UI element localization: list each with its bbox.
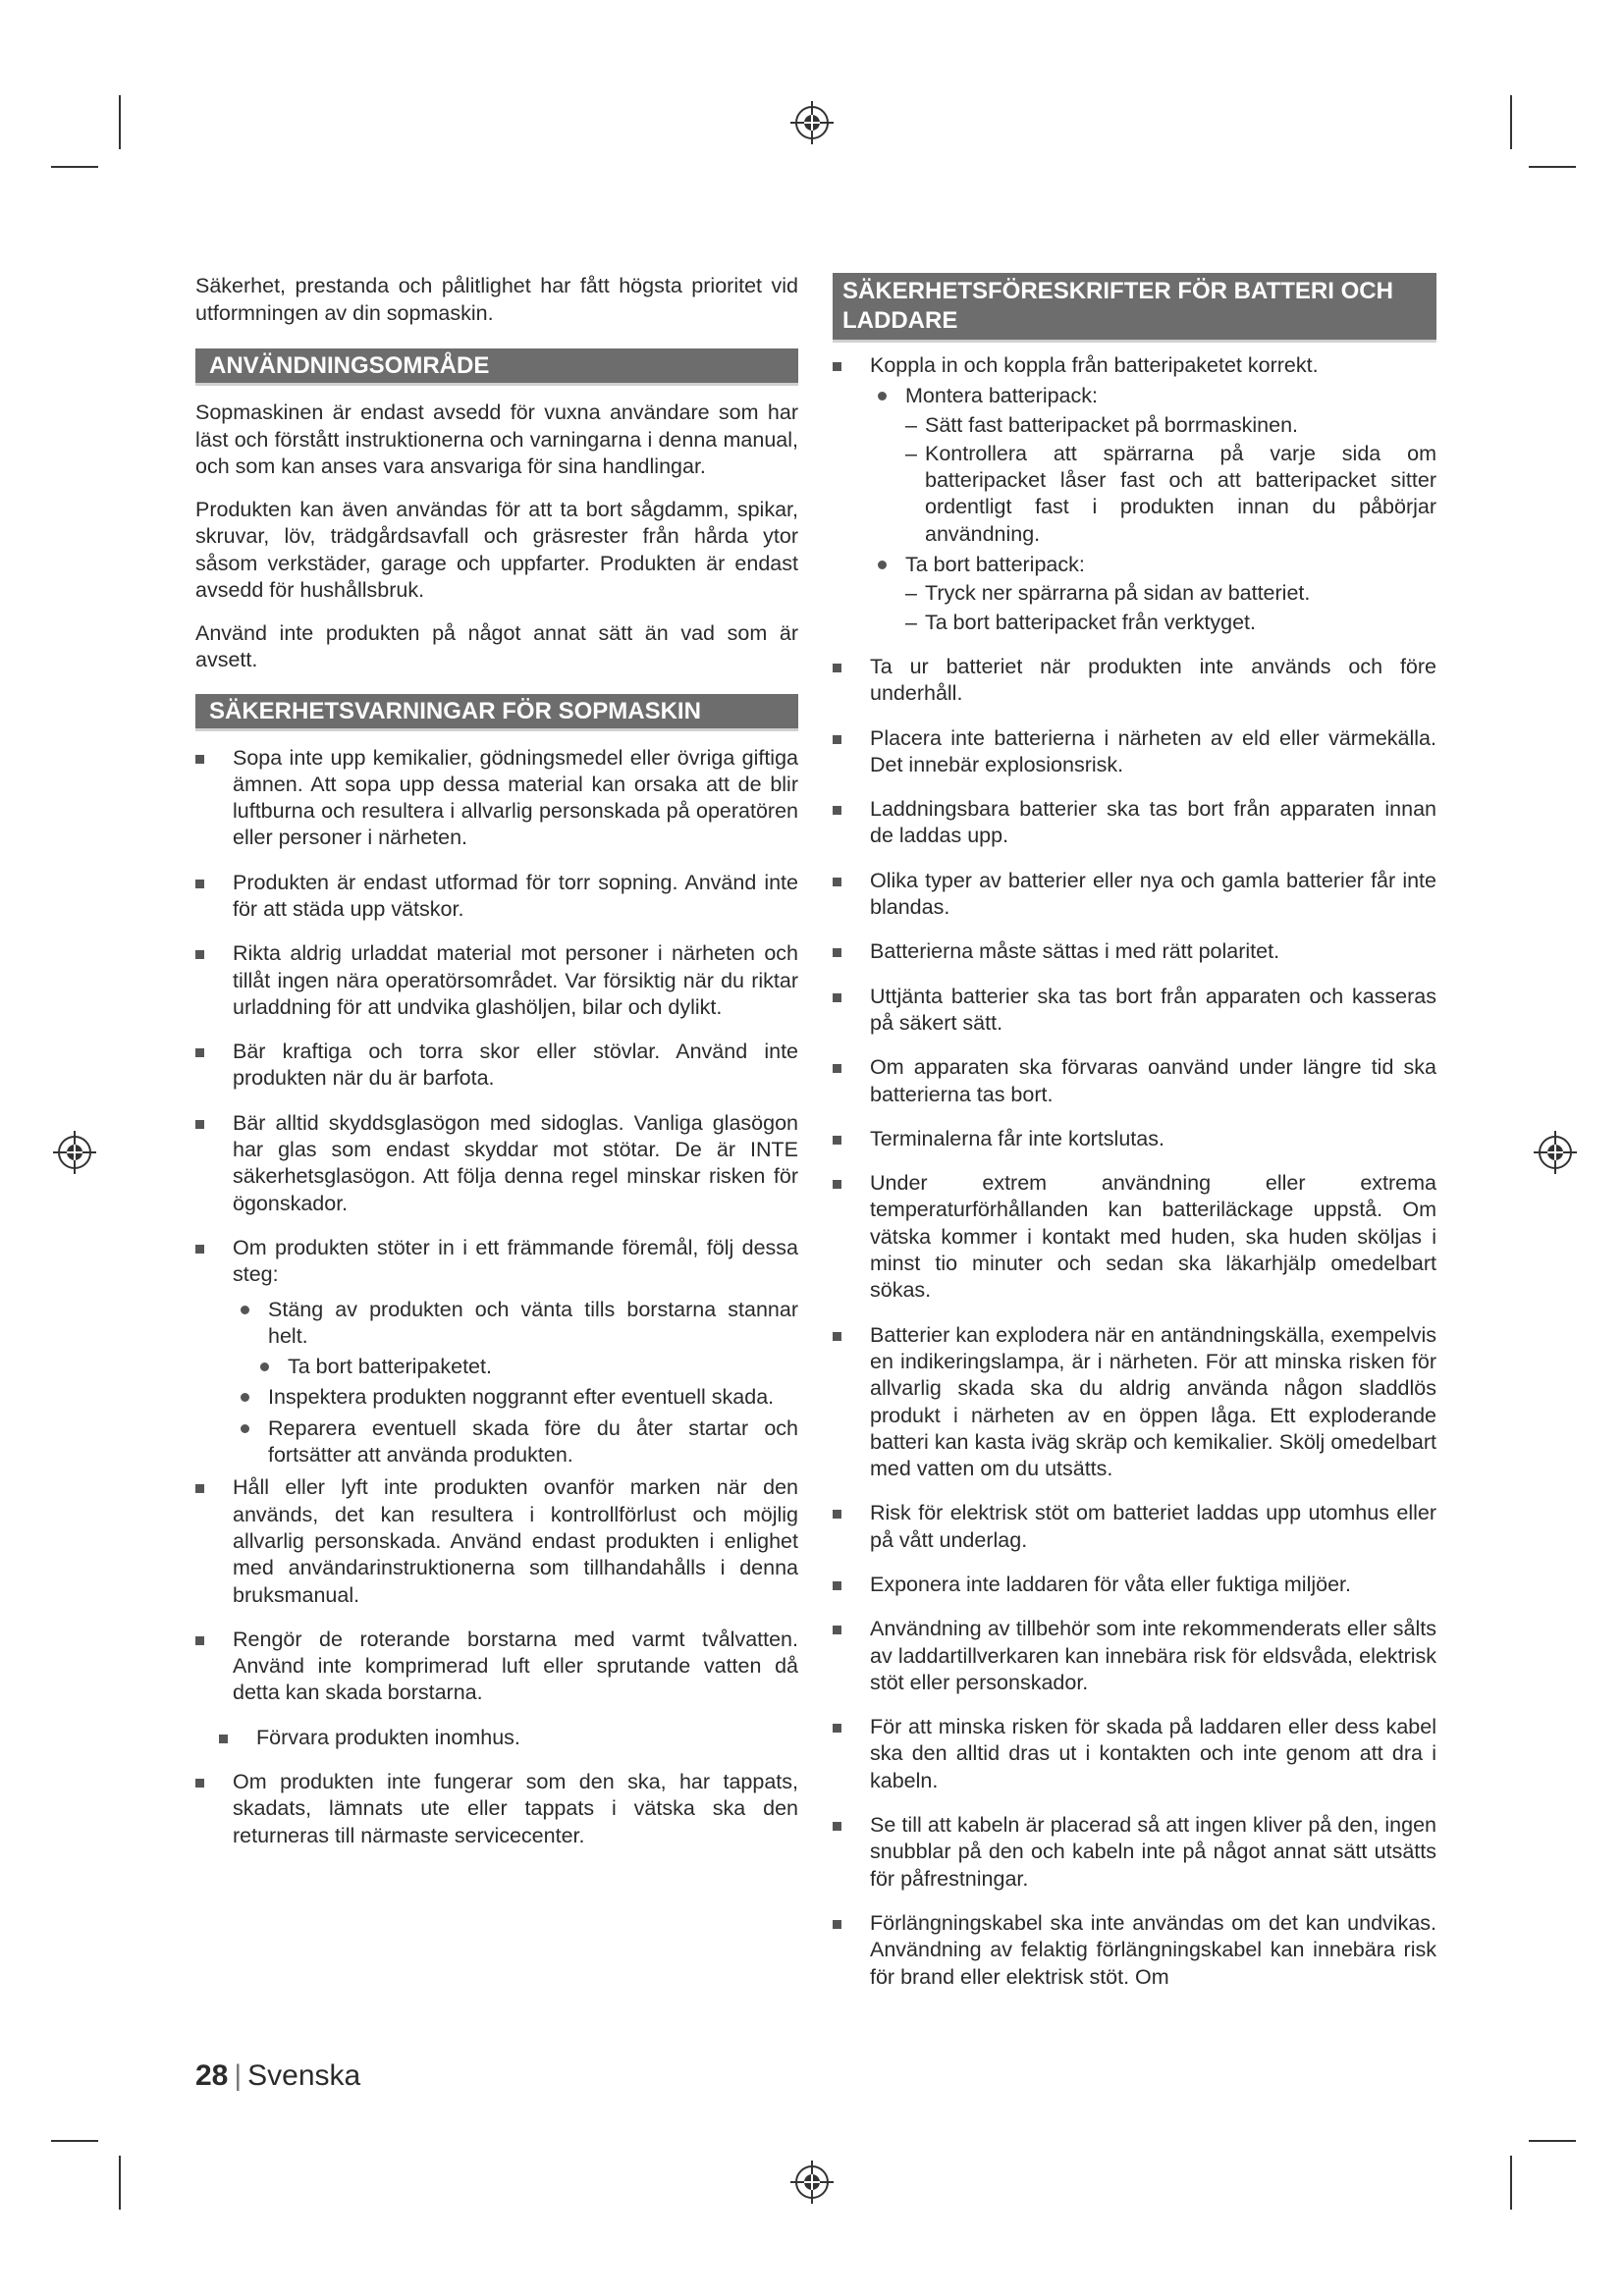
step-item: Ta bort batteripaketet. (233, 1354, 798, 1380)
square-bullet-icon (195, 1636, 204, 1645)
right-column (833, 273, 1436, 2008)
square-bullet-icon (833, 1064, 841, 1073)
square-bullet-icon (833, 362, 841, 371)
crop-mark-bottom-right-horizontal (1529, 2140, 1576, 2142)
list-item: Olika typer av batterier eller nya och gamla batterier får inte blandas. (833, 868, 1436, 922)
list-item: Under extrem användning eller extrema temperaturförhållanden kan batteriläckage uppstå. Om vätska kommer i kontakt med huden, ska huden sköljas i minst tio minuter och sedan ska läkarhjälp omedelbart sökas. (833, 1170, 1436, 1304)
round-bullet-icon (260, 1362, 269, 1371)
square-bullet-icon (833, 1332, 841, 1341)
list-item: Produkten är endast utformad för torr sopning. Använd inte för att städa upp vätskor. (195, 870, 798, 924)
foreign-object-steps (233, 1297, 798, 1469)
list-item: Se till att kabeln är placerad så att ingen kliver på den, ingen snubblar på den och kabeln inte på något annat sätt utsätts för påfrestningar. (833, 1812, 1436, 1893)
usage-paragraph: Använd inte produkten på något annat sätt än vad som är avsett. (195, 620, 798, 671)
remove-steps (905, 580, 1436, 636)
list-item-store-indoors: Förvara produkten inomhus. (195, 1725, 798, 1751)
list-item: Ta ur batteriet när produkten inte används och före underhåll. (833, 654, 1436, 708)
list-item: Exponera inte laddaren för våta eller fuktiga miljöer. (833, 1572, 1436, 1598)
dash-item: – Ta bort batteripacket från verktyget. (905, 610, 1436, 636)
crop-mark-top-left-vertical (119, 95, 121, 149)
square-bullet-icon (833, 1581, 841, 1590)
crop-mark-bottom-left-vertical (119, 2156, 121, 2210)
registration-mark-bottom-icon (790, 2161, 834, 2204)
step-item: Inspektera produkten noggrannt efter eventuell skada. (233, 1384, 798, 1411)
square-bullet-icon (195, 1484, 204, 1493)
square-bullet-icon (195, 1779, 204, 1788)
list-item: Bär alltid skyddsglasögon med sidoglas. Vanliga glasögon har glas som endast skyddar mot stötar. De är INTE säkerhetsglasögon. Att följa denna regel minskar risken för ögonskador. (195, 1110, 798, 1217)
square-bullet-icon (195, 1048, 204, 1057)
square-bullet-icon (195, 880, 204, 888)
step-item: Stäng av produkten och vänta tills borstarna stannar helt. (233, 1297, 798, 1351)
dash-item: – Tryck ner spärrarna på sidan av batteriet. (905, 580, 1436, 607)
round-bullet-icon (878, 392, 887, 400)
warnings-list (195, 745, 798, 1849)
list-item: Om apparaten ska förvaras oanvänd under längre tid ska batterierna tas bort. (833, 1054, 1436, 1108)
square-bullet-icon (219, 1735, 228, 1743)
round-bullet-icon (241, 1393, 249, 1402)
registration-mark-top-icon (790, 101, 834, 144)
dash-bullet-icon: – (905, 581, 917, 606)
usage-paragraph: Produkten kan även användas för att ta bort sågdamm, spikar, skruvar, löv, trädgårdsavfall och gräsrester från hårda ytor såsom verkstäder, garage och uppfarter. Produkten är endast avsedd för hushållsbruk. (195, 497, 798, 602)
round-bullet-icon (241, 1306, 249, 1314)
mount-item: Montera batteripack: – Sätt fast batteripacket på borrmaskinen. – Kontrollera att spärrarna på varje sida om batteripacket låser fast och att batteripacket sitter ordentligt fast i produkten innan du påbörjar användning. (870, 383, 1436, 548)
square-bullet-icon (195, 755, 204, 764)
connect-substeps (870, 383, 1436, 636)
list-item: Rikta aldrig urladdat material mot personer i närheten och tillåt ingen nära operatörsområdet. Var försiktig när du riktar urladdning för att undvika glashöljen, bilar och dylikt. (195, 940, 798, 1021)
list-item: Bär kraftiga och torra skor eller stövlar. Använd inte produkten när du är barfota. (195, 1039, 798, 1093)
square-bullet-icon (833, 1724, 841, 1733)
round-bullet-icon (878, 561, 887, 569)
list-item: Uttjänta batterier ska tas bort från apparaten och kasseras på säkert sätt. (833, 984, 1436, 1038)
dash-bullet-icon: – (905, 441, 917, 465)
square-bullet-icon (833, 878, 841, 886)
list-item: Sopa inte upp kemikalier, gödningsmedel eller övriga giftiga ämnen. Att sopa upp dessa material kan orsaka att de blir luftburna och resultera i allvarlig personskada på operatören eller personer i närheten. (195, 745, 798, 852)
list-item: Rengör de roterande borstarna med varmt tvålvatten. Använd inte komprimerad luft eller sprutande vatten då detta kan skada borstarna. (195, 1627, 798, 1707)
square-bullet-icon (833, 1920, 841, 1929)
battery-list (833, 352, 1436, 1991)
dash-bullet-icon: – (905, 412, 917, 437)
registration-mark-left-icon (53, 1131, 96, 1174)
square-bullet-icon (195, 950, 204, 959)
square-bullet-icon (833, 1180, 841, 1189)
list-item: Batterierna måste sättas i med rätt polaritet. (833, 938, 1436, 965)
crop-mark-top-right-vertical (1510, 95, 1512, 149)
list-item: Terminalerna får inte kortslutas. (833, 1126, 1436, 1152)
square-bullet-icon (833, 806, 841, 815)
crop-mark-bottom-left-horizontal (51, 2140, 98, 2142)
square-bullet-icon (833, 948, 841, 957)
square-bullet-icon (833, 993, 841, 1002)
list-item: Risk för elektrisk stöt om batteriet laddas upp utomhus eller på vått underlag. (833, 1500, 1436, 1554)
usage-heading: ANVÄNDNINGSOMRÅDE (195, 348, 798, 386)
footer-separator: | (234, 2059, 243, 2092)
list-item: Laddningsbara batterier ska tas bort från apparaten innan de laddas upp. (833, 796, 1436, 850)
list-item: Användning av tillbehör som inte rekommenderats eller sålts av laddartillverkaren kan innebära risk för eldsvåda, elektrisk stöt eller personskador. (833, 1616, 1436, 1696)
list-item-foreign-object: Om produkten stöter in i ett främmande föremål, följ dessa steg: Stäng av produkten och vänta tills borstarna stannar helt. Ta bort batteripaketet. Inspektera produkten noggrannt efter eventuell skada. Reparera eventuell skada före du åter startar och fortsätter att använda produkten. (195, 1235, 798, 1468)
page-footer (195, 2059, 360, 2093)
list-item: Förlängningskabel ska inte användas om det kan undvikas. Användning av felaktig förlängningskabel kan innebära risk för brand eller elektrisk stöt. Om (833, 1910, 1436, 1991)
square-bullet-icon (833, 735, 841, 744)
list-item: Om produkten inte fungerar som den ska, har tappats, skadats, lämnats ute eller tappats i vätska ska den returneras till närmaste servicecenter. (195, 1769, 798, 1849)
square-bullet-icon (833, 1510, 841, 1519)
square-bullet-icon (833, 1626, 841, 1634)
step-item: Reparera eventuell skada före du åter startar och fortsätter att använda produkten. (233, 1415, 798, 1469)
battery-heading: SÄKERHETSFÖRESKRIFTER FÖR BATTERI OCH LADDARE (833, 273, 1436, 343)
square-bullet-icon (833, 664, 841, 672)
usage-paragraph: Sopmaskinen är endast avsedd för vuxna användare som har läst och förstått instruktionerna och varningarna i denna manual, och som kan anses vara ansvariga för sina handlingar. (195, 400, 798, 478)
remove-item: Ta bort batteripack: – Tryck ner spärrarna på sidan av batteriet. – Ta bort batteripacket från verktyget. (870, 552, 1436, 636)
left-column (195, 273, 798, 1867)
square-bullet-icon (195, 1245, 204, 1254)
footer-language: Svenska (247, 2059, 361, 2092)
mount-steps (905, 412, 1436, 548)
page-number: 28 (195, 2059, 229, 2092)
square-bullet-icon (833, 1136, 841, 1145)
dash-item: – Kontrollera att spärrarna på varje sida om batteripacket låser fast och att batteripacket sitter ordentligt fast i produkten innan du påbörjar användning. (905, 441, 1436, 546)
dash-bullet-icon: – (905, 610, 917, 634)
warnings-heading: SÄKERHETSVARNINGAR FÖR SOPMASKIN (195, 694, 798, 731)
square-bullet-icon (833, 1822, 841, 1831)
crop-mark-top-right-horizontal (1529, 166, 1576, 168)
list-item: Håll eller lyft inte produkten ovanför marken när den används, det kan resultera i kontrollförlust och möjlig allvarlig personskada. Använd endast produkten i enlighet med användarinstruktionerna som tillhandahålls i denna bruksmanual. (195, 1474, 798, 1608)
intro-paragraph: Säkerhet, prestanda och pålitlighet har fått högsta prioritet vid utformningen av din sopmaskin. (195, 274, 798, 325)
list-item: Batterier kan explodera när en antändningskälla, exempelvis en indikeringslampa, är i närheten. För att minska risken för allvarlig skada ska du aldrig använda någon sladdlös produkt i närheten av en öppen låga. Ett exploderande batteri kan kasta iväg skräp och kemikalier. Skölj omedelbart med vatten om du utsätts. (833, 1322, 1436, 1483)
round-bullet-icon (241, 1424, 249, 1433)
list-item: För att minska risken för skada på laddaren eller dess kabel ska den alltid dras ut i kontakten och inte genom att dra i kabeln. (833, 1714, 1436, 1794)
dash-item: – Sätt fast batteripacket på borrmaskinen. (905, 412, 1436, 439)
list-item-connect: Koppla in och koppla från batteripaketet korrekt. Montera batteripack: – Sätt fast batteripacket på borrmaskinen. – Kontrollera att spärrarna på varje sida om batteripacket låser fast och att batteripacket sitter ordentligt fast i produkten innan du påbörjar användning. Ta bort batteripack: – Tryck ner spärrarna på sidan av batteriet. – Ta bort batteripacket från verktyget. (833, 352, 1436, 636)
square-bullet-icon (195, 1120, 204, 1129)
crop-mark-top-left-horizontal (51, 166, 98, 168)
crop-mark-bottom-right-vertical (1510, 2156, 1512, 2210)
registration-mark-right-icon (1534, 1131, 1577, 1174)
list-item: Placera inte batterierna i närheten av eld eller värmekälla. Det innebär explosionsrisk. (833, 725, 1436, 779)
